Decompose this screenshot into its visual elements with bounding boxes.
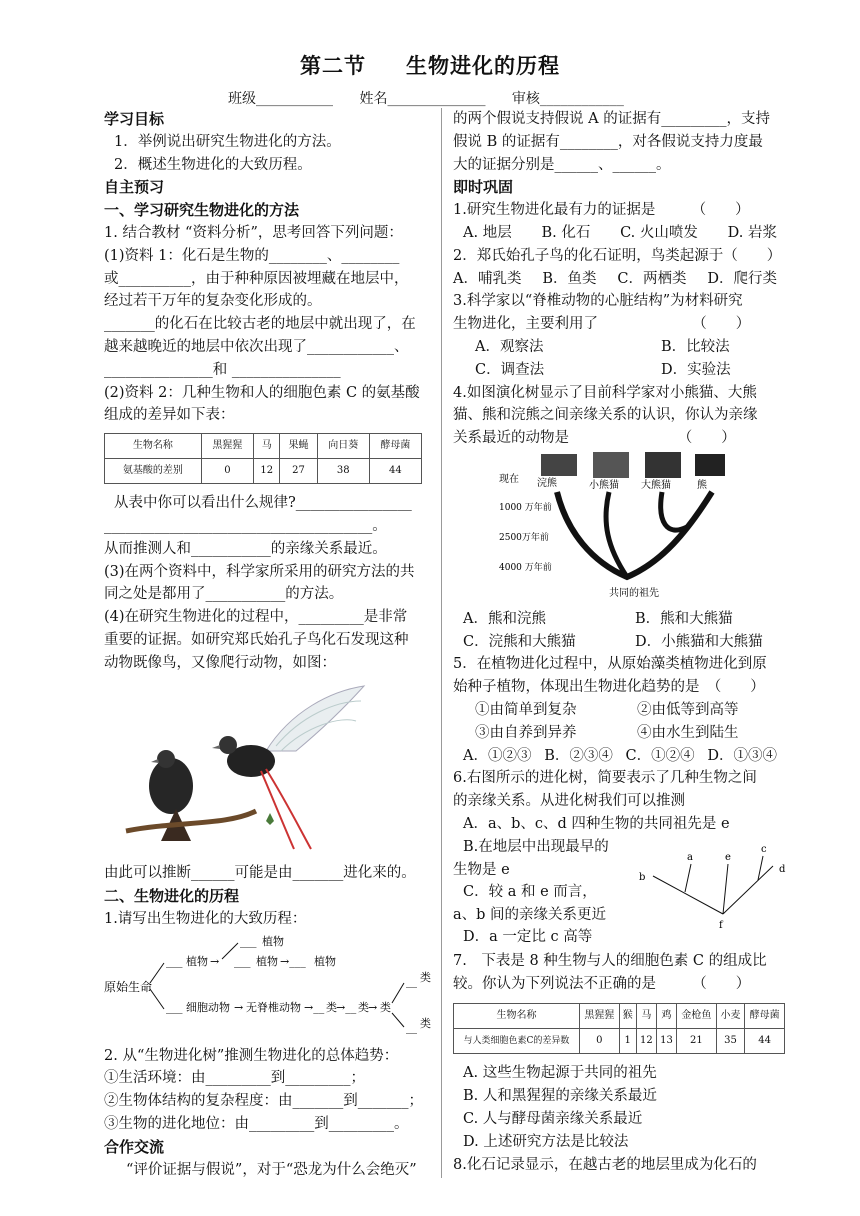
text-line: 或__________，由于种种原因被埋藏在地层中， bbox=[104, 270, 409, 287]
table-header: 向日葵 bbox=[317, 434, 369, 459]
abcd-evolution-tree bbox=[633, 836, 793, 932]
text-line: 的两个假说支持假说 A 的证据有_________，支持 bbox=[453, 111, 770, 127]
table-cell: 1 bbox=[619, 1029, 636, 1054]
text-line: ②生物体结构的复杂程度：由_______到_______； bbox=[104, 1093, 423, 1110]
node-a: a bbox=[687, 851, 693, 863]
table-header: 小麦 bbox=[716, 1004, 744, 1029]
column-divider bbox=[441, 108, 442, 1178]
tree-time-2: 2500万年前 bbox=[499, 532, 549, 543]
svg-text:__: __ bbox=[406, 1020, 417, 1034]
question-7: 7. 下表是 8 种生物与人的细胞色素 C 的组成比 bbox=[453, 952, 767, 969]
text-line: 组成的差异如下表： bbox=[104, 407, 235, 424]
question-7: 较。你认为下列说法不正确的是 （ ） bbox=[453, 975, 751, 992]
question-3-options bbox=[453, 359, 787, 382]
option[interactable]: C．①②④ bbox=[625, 747, 695, 764]
option[interactable]: D．实验法 bbox=[661, 361, 731, 378]
text-line: _______的化石在比较古老的地层中就出现了，在 bbox=[104, 316, 416, 333]
question-6: 的亲缘关系。从进化树我们可以推测 bbox=[453, 793, 685, 810]
seq-plant-top: 植物 bbox=[262, 934, 284, 948]
tree-giant-panda: 大熊猫 bbox=[641, 479, 671, 491]
page-title bbox=[0, 50, 860, 80]
option[interactable]: D．a 一定比 c 高等 bbox=[463, 928, 593, 945]
table-header: 酵母菌 bbox=[369, 434, 421, 459]
heading-consolidation: 即时巩固 bbox=[453, 178, 514, 197]
text-line: 假说 B 的证据有________，对各假说支持力度最 bbox=[453, 133, 763, 150]
cytochrome-table bbox=[104, 433, 422, 484]
seq-cell: 细胞动物 bbox=[186, 1000, 230, 1014]
option[interactable]: B．②③④ bbox=[544, 747, 613, 764]
statement: ④由水生到陆生 bbox=[637, 724, 739, 741]
svg-text:__: __ bbox=[406, 974, 417, 988]
question-6-body bbox=[453, 836, 787, 950]
section-name: 生物进化的历程 bbox=[406, 54, 560, 78]
node-f: f bbox=[719, 919, 723, 931]
option[interactable]: A．观察法 bbox=[475, 338, 544, 355]
option[interactable]: D．小熊猫和大熊猫 bbox=[635, 633, 763, 650]
option[interactable]: C．浣熊和大熊猫 bbox=[463, 633, 576, 650]
heading-goals: 学习目标 bbox=[104, 110, 165, 128]
table-cell: 38 bbox=[317, 459, 369, 484]
tree-now: 现在 bbox=[499, 473, 519, 485]
table-header: 金枪鱼 bbox=[677, 1004, 717, 1029]
question-5-statements bbox=[453, 699, 787, 722]
seq-class: 类 bbox=[326, 1000, 337, 1014]
table-cell: 44 bbox=[745, 1029, 785, 1054]
option[interactable]: B．鱼类 bbox=[542, 270, 597, 287]
text-line: 同之处是都用了___________的方法。 bbox=[104, 586, 344, 603]
option[interactable]: A．哺乳类 bbox=[453, 270, 522, 287]
table-cell: 0 bbox=[201, 459, 253, 484]
table-header: 生物名称 bbox=[105, 434, 202, 459]
node-e: e bbox=[725, 851, 731, 863]
option[interactable]: B. 人和黑猩猩的亲缘关系最近 bbox=[463, 1088, 657, 1105]
seq-class: 类 bbox=[358, 1000, 369, 1014]
seq-origin: 原始生命 bbox=[104, 979, 153, 994]
text-line: 大的证据分别是______、______。 bbox=[453, 156, 671, 173]
confuciusornis-illustration bbox=[116, 681, 366, 851]
svg-text:→: → bbox=[210, 954, 220, 968]
question-4-options bbox=[453, 608, 787, 631]
question-4: 关系最近的动物是 （ ） bbox=[453, 430, 736, 447]
cytochrome-comparison-table bbox=[453, 1003, 785, 1054]
section-number: 第二节 bbox=[300, 54, 366, 78]
seq-plant-mid: 植物 bbox=[256, 954, 278, 968]
tree-raccoon: 浣熊 bbox=[537, 477, 557, 489]
table-header: 生物名称 bbox=[454, 1004, 580, 1029]
question-4-options bbox=[453, 631, 787, 654]
option[interactable]: D．①③④ bbox=[707, 747, 777, 764]
node-d: d bbox=[779, 863, 786, 875]
text-line: “评价证据与假说”，对于“恐龙为什么会绝灭” bbox=[126, 1161, 417, 1178]
table-header: 猴 bbox=[619, 1004, 636, 1029]
seq-text: ___ bbox=[166, 954, 183, 968]
table-header: 马 bbox=[253, 434, 279, 459]
right-column bbox=[453, 108, 787, 1176]
statement: ③由自养到异养 bbox=[475, 724, 577, 741]
text-line: 2. 从“生物进化树”推测生物进化的总体趋势： bbox=[104, 1047, 399, 1064]
svg-text:→___: →___ bbox=[280, 954, 306, 968]
seq-class: 类 bbox=[420, 1016, 431, 1030]
bear-evolution-tree bbox=[497, 452, 737, 600]
text-line: 从表中你可以看出什么规律?________________ bbox=[114, 495, 412, 512]
heading-cooperation: 合作交流 bbox=[104, 1137, 165, 1156]
node-c: c bbox=[761, 843, 767, 855]
tree-red-panda: 小熊猫 bbox=[589, 479, 619, 491]
question-4: 猫、熊和浣熊之间亲缘关系的认识，你认为亲缘 bbox=[453, 407, 758, 424]
question-4: 4.如图演化树显示了目前科学家对小熊猫、大熊 bbox=[453, 384, 757, 401]
name-field[interactable]: 姓名______________ bbox=[359, 91, 486, 107]
option[interactable]: C. 火山喷发 bbox=[620, 224, 698, 241]
question-3-options bbox=[453, 336, 787, 359]
option-cont: 生物是 e bbox=[453, 861, 510, 878]
option[interactable]: C．调查法 bbox=[475, 361, 545, 378]
option[interactable]: D．爬行类 bbox=[707, 270, 777, 287]
statement: ②由低等到高等 bbox=[637, 701, 739, 718]
question-2-options bbox=[453, 268, 787, 291]
table-cell: 12 bbox=[636, 1029, 656, 1054]
table-cell: 13 bbox=[656, 1029, 676, 1054]
option[interactable]: B.在地层中出现最早的 bbox=[463, 838, 609, 855]
table-header: 果蝇 bbox=[280, 434, 317, 459]
svg-text:→__: →__ bbox=[304, 1000, 325, 1014]
option[interactable]: D. 岩浆 bbox=[727, 224, 777, 241]
seq-plant: 植物 bbox=[186, 954, 208, 968]
seq-inv: 无脊椎动物 bbox=[246, 1000, 301, 1014]
goal-1: 1．举例说出研究生物进化的方法。 bbox=[114, 133, 341, 150]
table-header: 黑猩猩 bbox=[201, 434, 253, 459]
text-line: 由此可以推断______可能是由_______进化来的。 bbox=[104, 865, 416, 882]
text-line: (4)在研究生物进化的过程中，_________是非常 bbox=[104, 609, 408, 626]
seq-plant-end: 植物 bbox=[314, 954, 336, 968]
table-header: 黑猩猩 bbox=[579, 1004, 619, 1029]
text-line: _______________和 _______________ bbox=[104, 361, 341, 378]
text-line: (3)在两个资料中，科学家所采用的研究方法的共 bbox=[104, 563, 415, 580]
option[interactable]: C．较 a 和 e 而言， bbox=[463, 884, 597, 901]
option-cont: a、b 间的亲缘关系更近 bbox=[453, 907, 607, 924]
table-cell: 21 bbox=[677, 1029, 717, 1054]
tree-time-1: 1000 万年前 bbox=[499, 502, 552, 513]
svg-text:___: ___ bbox=[240, 934, 257, 948]
class-field[interactable]: 班级___________ bbox=[228, 91, 333, 107]
text-line: 从而推测人和___________的亲缘关系最近。 bbox=[104, 540, 387, 557]
text-line: 越来越晚近的地层中依次出现了____________、 bbox=[104, 338, 409, 355]
table-row-label: 与人类细胞色素C的差异数 bbox=[454, 1029, 580, 1054]
student-info-line bbox=[228, 88, 646, 108]
table-row-label: 氨基酸的差别 bbox=[105, 459, 202, 484]
question-3: 生物进化，主要利用了 （ ） bbox=[453, 316, 751, 333]
question-1-options bbox=[453, 222, 787, 245]
svg-text:→: → bbox=[368, 1000, 378, 1014]
question-5-statements bbox=[453, 722, 787, 745]
option[interactable]: A．熊和浣熊 bbox=[463, 610, 546, 627]
option[interactable]: B．比较法 bbox=[661, 338, 730, 355]
option[interactable]: A. 这些生物起源于共同的祖先 bbox=[463, 1065, 657, 1082]
text-line: 经过若干万年的复杂变化形成的。 bbox=[104, 293, 322, 310]
text-line: ①生活环境：由_________到_________； bbox=[104, 1070, 365, 1087]
option[interactable]: B. 化石 bbox=[541, 224, 591, 241]
question-6-options bbox=[453, 836, 646, 927]
question-2: 2．郑氏始孔子鸟的化石证明，鸟类起源于（ ） bbox=[453, 247, 782, 264]
text-line: 1.请写出生物进化的大致历程： bbox=[104, 910, 307, 927]
text-line: 重要的证据。如研究郑氏始孔子鸟化石发现这种 bbox=[104, 631, 409, 648]
tree-time-3: 4000 万年前 bbox=[499, 562, 552, 573]
heading-section-2: 二、生物进化的历程 bbox=[104, 887, 240, 906]
question-5: 始种子植物，体现出生物进化趋势的是 （ ） bbox=[453, 679, 765, 696]
seq-class: 类 bbox=[420, 970, 431, 984]
svg-text:___: ___ bbox=[234, 954, 251, 968]
left-column bbox=[104, 108, 434, 1181]
evolution-sequence-diagram bbox=[104, 931, 434, 1037]
option[interactable]: C. 人与酵母菌亲缘关系最近 bbox=[463, 1110, 643, 1127]
seq-class: 类 bbox=[380, 1000, 391, 1014]
table-header: 鸡 bbox=[656, 1004, 676, 1029]
svg-text:→__: →__ bbox=[336, 1000, 357, 1014]
tree-ancestor: 共同的祖先 bbox=[609, 587, 659, 599]
option[interactable]: A．a、b、c、d 四种生物的共同祖先是 e bbox=[463, 815, 730, 832]
text-line: ③生物的进化地位：由_________到_________。 bbox=[104, 1115, 409, 1132]
text-line: (2)资料 2：几种生物和人的细胞色素 C 的氨基酸 bbox=[104, 384, 420, 401]
text-line: 动物既像鸟，又像爬行动物，如图： bbox=[104, 654, 336, 671]
tree-bear: 熊 bbox=[697, 479, 707, 491]
table-header: 马 bbox=[636, 1004, 656, 1029]
heading-preview: 自主预习 bbox=[104, 178, 165, 197]
heading-section-1: 一、学习研究生物进化的方法 bbox=[104, 201, 300, 220]
option[interactable]: B．熊和大熊猫 bbox=[635, 610, 733, 627]
table-cell: 12 bbox=[253, 459, 279, 484]
table-cell: 44 bbox=[369, 459, 421, 484]
option[interactable]: A. 地层 bbox=[463, 224, 512, 241]
table-cell: 27 bbox=[280, 459, 317, 484]
option[interactable]: A．①②③ bbox=[463, 747, 532, 764]
option[interactable]: C．两栖类 bbox=[617, 270, 687, 287]
table-cell: 35 bbox=[716, 1029, 744, 1054]
question-8: 8.化石记录显示，在越古老的地层里成为化石的 bbox=[453, 1156, 757, 1173]
question-3: 3.科学家以“脊椎动物的心脏结构”为材料研究 bbox=[453, 293, 743, 310]
question-5-options bbox=[453, 745, 787, 768]
option[interactable]: D. 上述研究方法是比较法 bbox=[463, 1133, 629, 1150]
table-cell: 0 bbox=[579, 1029, 619, 1054]
question-5: 5．在植物进化过程中，从原始藻类植物进化到原 bbox=[453, 656, 767, 673]
goal-2: 2．概述生物进化的大致历程。 bbox=[114, 156, 312, 173]
text-line: _____________________________________。 bbox=[104, 517, 387, 534]
review-field[interactable]: 审核____________ bbox=[511, 91, 624, 107]
question-6: 6.右图所示的进化树，简要表示了几种生物之间 bbox=[453, 770, 757, 787]
text-line: 1. 结合教材 “资料分析”，思考回答下列问题： bbox=[104, 224, 403, 241]
text-line: (1)资料 1：化石是生物的________、________ bbox=[104, 247, 400, 264]
statement: ①由简单到复杂 bbox=[475, 701, 577, 718]
svg-text:___: ___ bbox=[166, 1000, 183, 1014]
question-1: 1.研究生物进化最有力的证据是 （ ） bbox=[453, 202, 750, 219]
table-header: 酵母菌 bbox=[745, 1004, 785, 1029]
svg-text:→: → bbox=[234, 1000, 244, 1014]
node-b: b bbox=[639, 871, 646, 883]
